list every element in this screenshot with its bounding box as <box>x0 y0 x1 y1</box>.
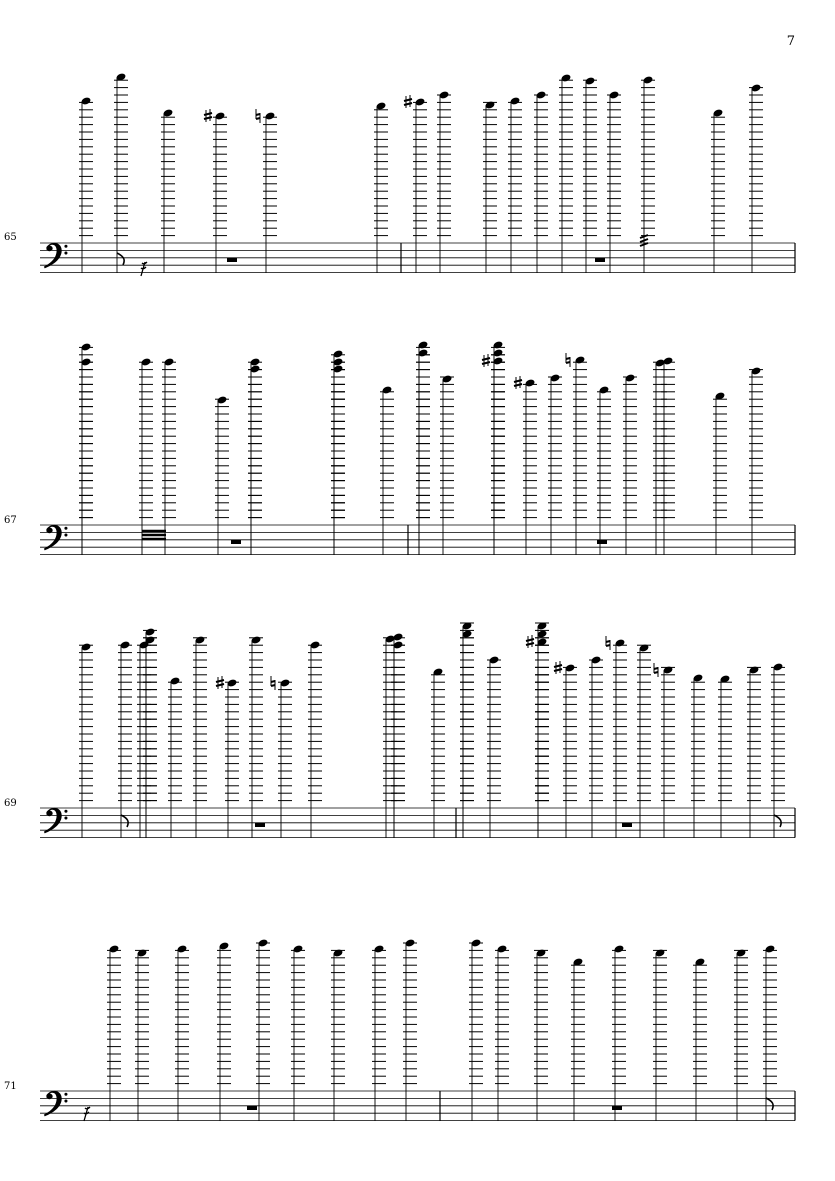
sharp-icon <box>216 676 224 689</box>
whole-rest-icon <box>597 540 607 544</box>
sixteenth-rest-icon <box>84 1107 90 1121</box>
sharp-icon <box>204 109 212 122</box>
whole-rest-icon <box>231 540 241 544</box>
natural-icon <box>606 636 610 650</box>
tremolo-stroke <box>640 243 648 246</box>
eighth-flag-icon <box>121 815 128 827</box>
natural-icon <box>256 109 260 123</box>
natural-icon <box>566 353 570 367</box>
measure-number-65: 65 <box>4 232 17 243</box>
page-number: 7 <box>786 34 795 49</box>
staff-system <box>40 72 795 276</box>
measure-number-71: 71 <box>4 1081 17 1092</box>
eighth-flag-icon <box>774 815 781 827</box>
bass-clef-icon <box>44 243 68 268</box>
whole-rest-icon <box>622 823 632 827</box>
sharp-icon <box>554 661 562 674</box>
bass-clef-icon <box>44 808 68 833</box>
sharp-icon <box>482 354 490 367</box>
bass-clef-icon <box>44 525 68 550</box>
staff-system <box>40 938 795 1121</box>
eighth-flag-icon <box>117 253 124 265</box>
sharp-icon <box>404 95 412 108</box>
sharp-icon <box>514 376 522 389</box>
natural-icon <box>654 663 658 677</box>
bass-clef-icon <box>44 1091 68 1116</box>
sharp-icon <box>526 635 534 648</box>
natural-icon <box>271 676 275 690</box>
whole-rest-icon <box>612 1106 622 1110</box>
sixteenth-rest-icon <box>141 262 147 276</box>
measure-number-67: 67 <box>4 515 17 526</box>
whole-rest-icon <box>247 1106 257 1110</box>
measure-number-69: 69 <box>4 798 17 809</box>
eighth-flag-icon <box>766 1098 773 1110</box>
whole-rest-icon <box>255 823 265 827</box>
whole-rest-icon <box>595 258 605 262</box>
whole-rest-icon <box>227 258 237 262</box>
